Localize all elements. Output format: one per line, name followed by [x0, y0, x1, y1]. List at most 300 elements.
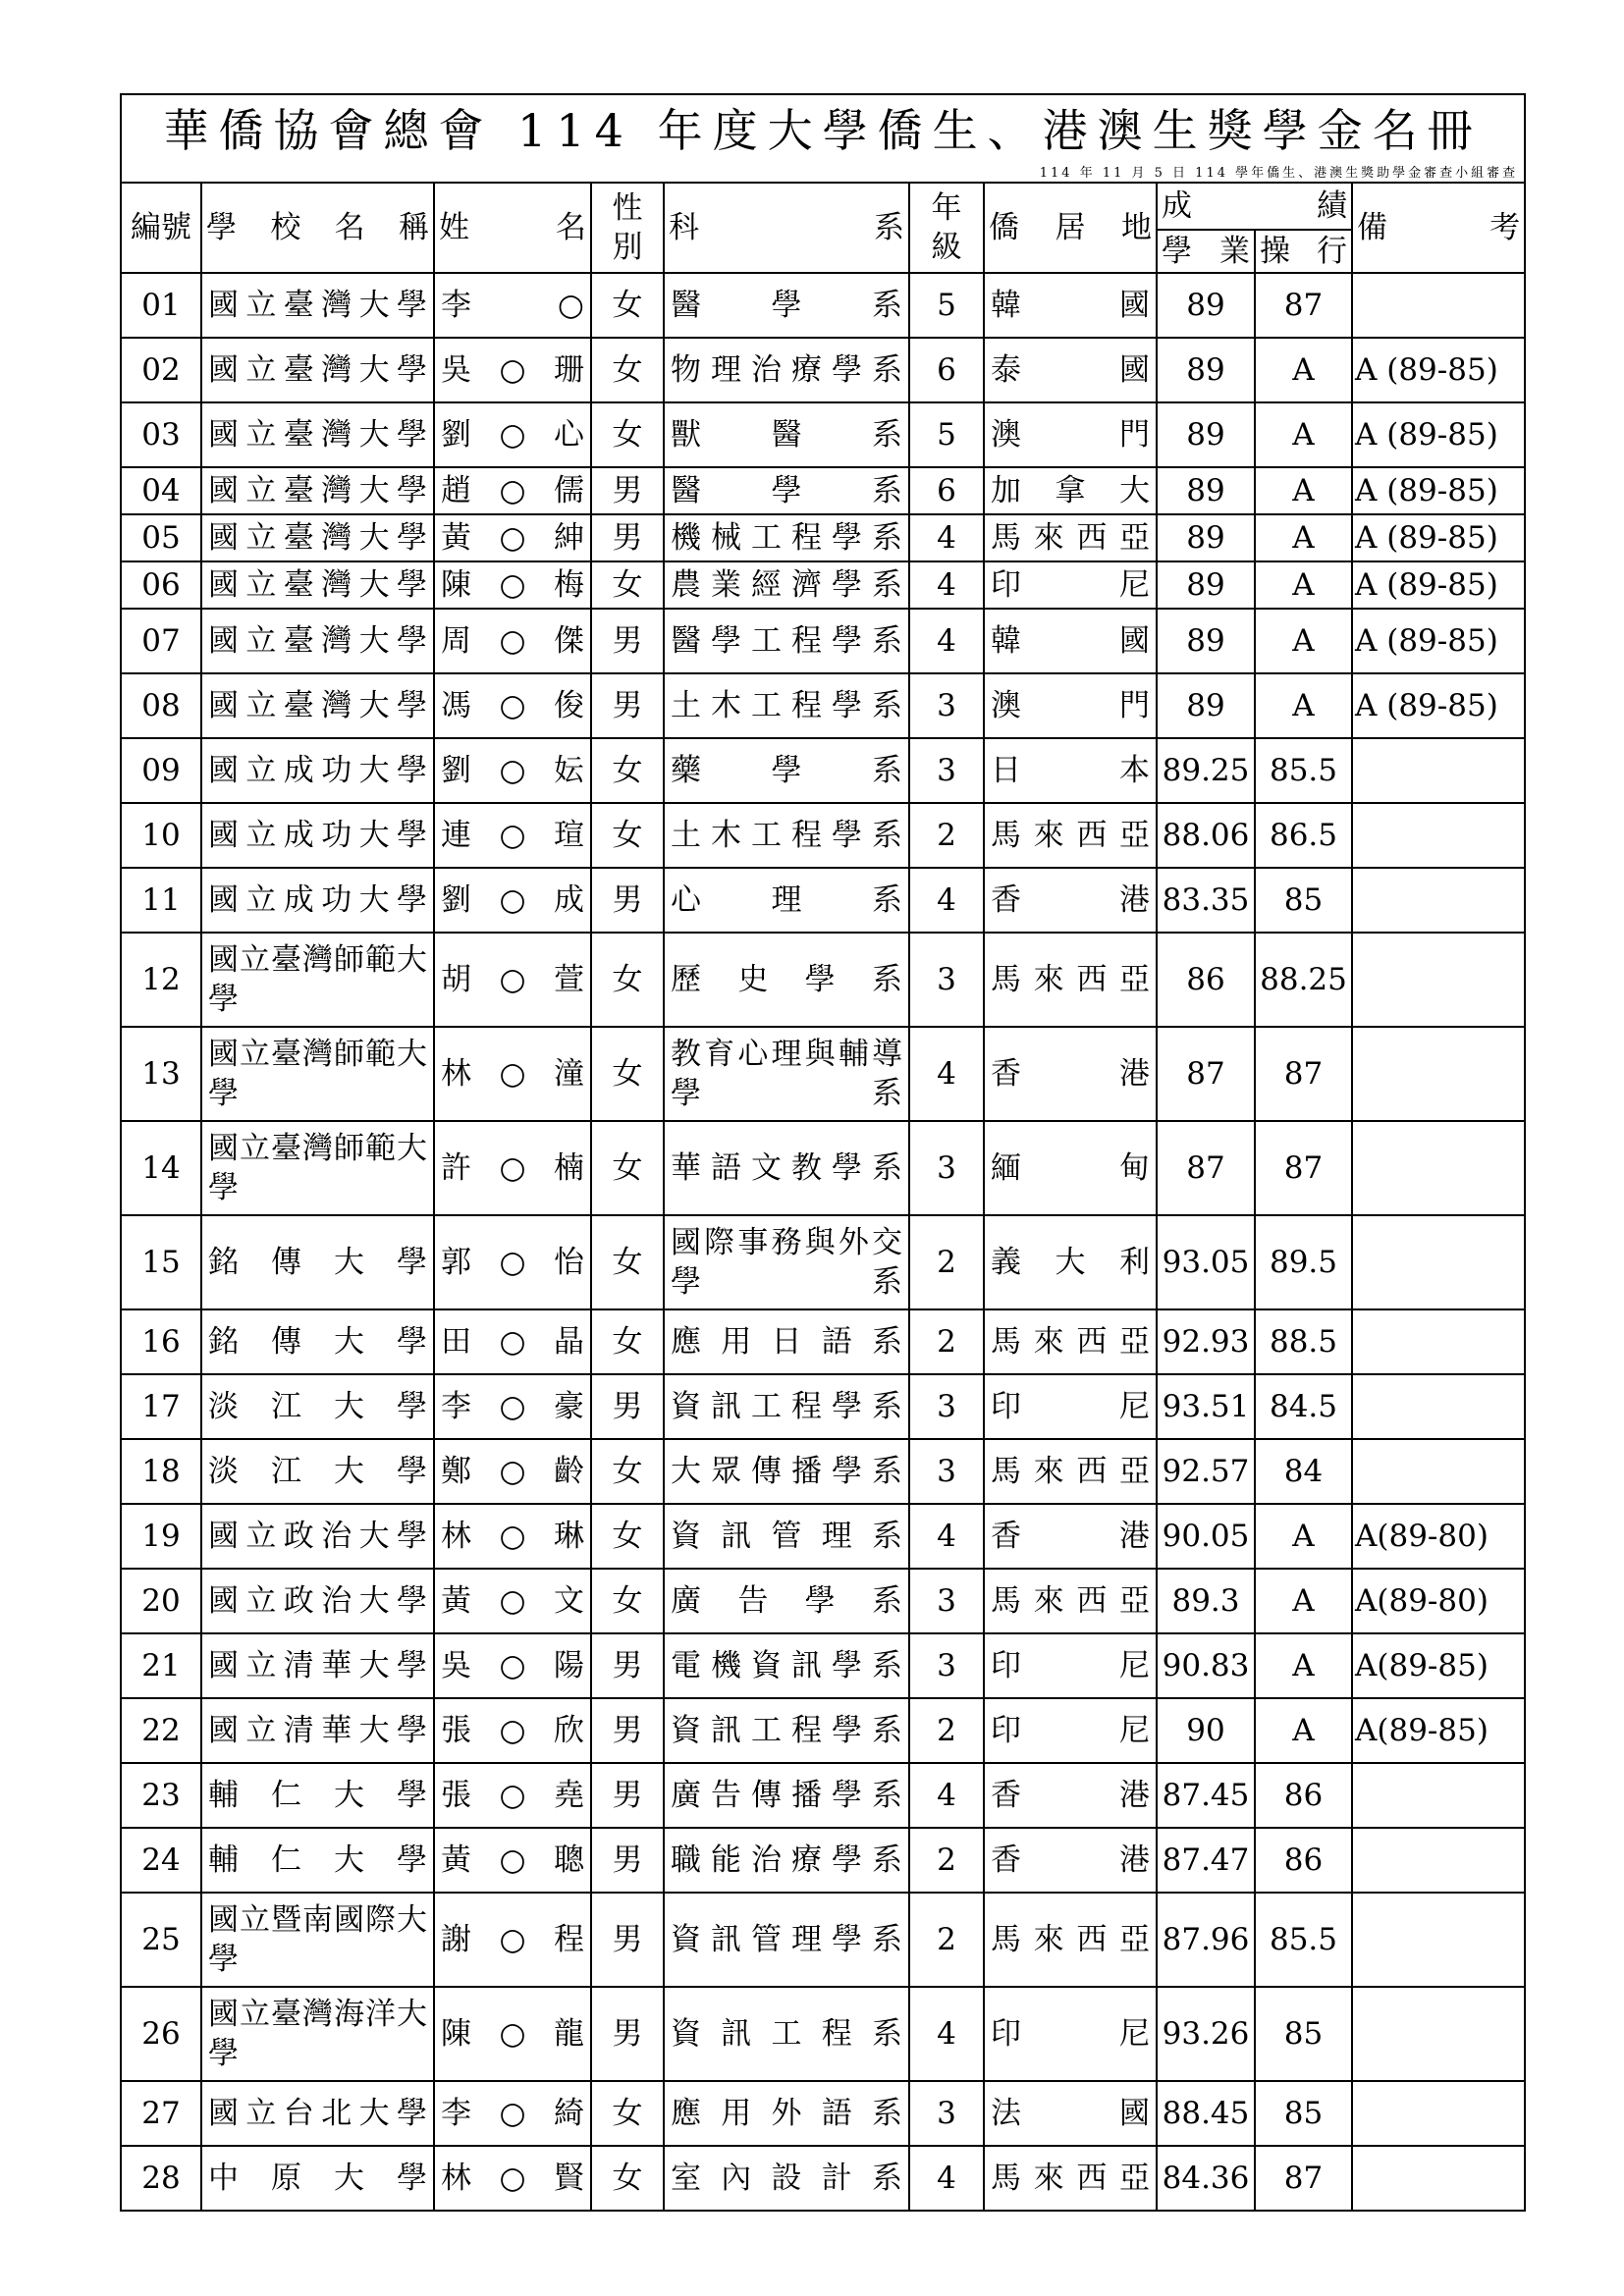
row-school: 國立成功大學: [201, 738, 434, 803]
row-dept: 獸醫系: [664, 402, 909, 467]
row-gender: 男: [591, 673, 664, 738]
row-no: 28: [121, 2146, 201, 2211]
row-dept: 機械工程學系: [664, 514, 909, 561]
row-note: [1352, 803, 1525, 868]
row-name: 李 ○: [434, 273, 591, 338]
row-conduct: 89.5: [1255, 1215, 1352, 1309]
table-row: [121, 868, 1525, 933]
row-conduct: 84: [1255, 1439, 1352, 1504]
row-note: [1352, 1027, 1525, 1121]
row-school: 國立臺灣大學: [201, 402, 434, 467]
header-name: 姓名: [434, 183, 591, 273]
row-no: 20: [121, 1569, 201, 1633]
table-row: [121, 1309, 1525, 1374]
row-gender: 男: [591, 868, 664, 933]
row-dept: 醫學系: [664, 273, 909, 338]
row-academic: 93.51: [1157, 1374, 1255, 1439]
row-academic: 89: [1157, 402, 1255, 467]
table-row: [121, 2146, 1525, 2211]
row-name: 吳○陽: [434, 1633, 591, 1698]
row-note: [1352, 1374, 1525, 1439]
row-grade: 5: [909, 273, 984, 338]
roster-table: [120, 93, 1526, 2212]
row-note: A (89-85): [1352, 609, 1525, 673]
row-school: 銘傳大學: [201, 1215, 434, 1309]
row-conduct: 88.25: [1255, 933, 1352, 1027]
row-dept: 廣告傳播學系: [664, 1763, 909, 1828]
row-gender: 男: [591, 1828, 664, 1893]
row-note: [1352, 1215, 1525, 1309]
table-row: [121, 402, 1525, 467]
row-note: [1352, 273, 1525, 338]
row-gender: 男: [591, 467, 664, 514]
row-grade: 2: [909, 1893, 984, 1987]
row-gender: 男: [591, 609, 664, 673]
row-dept: 醫學系: [664, 467, 909, 514]
row-residence: 馬來西亞: [984, 1893, 1157, 1987]
row-note: [1352, 1893, 1525, 1987]
row-conduct: 84.5: [1255, 1374, 1352, 1439]
row-conduct: A: [1255, 1698, 1352, 1763]
row-grade: 4: [909, 514, 984, 561]
row-residence: 馬來西亞: [984, 803, 1157, 868]
row-gender: 男: [591, 1698, 664, 1763]
row-school: 國立清華大學: [201, 1698, 434, 1763]
row-no: 05: [121, 514, 201, 561]
row-dept: 資訊管理學系: [664, 1893, 909, 1987]
row-note: A(89-80): [1352, 1504, 1525, 1569]
row-note: [1352, 2081, 1525, 2146]
row-name: 張○欣: [434, 1698, 591, 1763]
row-school: 國立臺灣大學: [201, 514, 434, 561]
row-dept: 應用日語系: [664, 1309, 909, 1374]
row-school: 銘傳大學: [201, 1309, 434, 1374]
row-residence: 印尼: [984, 1987, 1157, 2081]
row-school: 國立政治大學: [201, 1504, 434, 1569]
row-no: 23: [121, 1763, 201, 1828]
row-conduct: 86: [1255, 1828, 1352, 1893]
row-no: 09: [121, 738, 201, 803]
row-no: 18: [121, 1439, 201, 1504]
row-grade: 3: [909, 933, 984, 1027]
row-grade: 4: [909, 1504, 984, 1569]
row-note: A (89-85): [1352, 514, 1525, 561]
table-row: [121, 1987, 1525, 2081]
row-no: 11: [121, 868, 201, 933]
table-row: [121, 933, 1525, 1027]
row-academic: 90.83: [1157, 1633, 1255, 1698]
row-dept: 國際事務與外交學系: [664, 1215, 909, 1309]
row-name: 劉○心: [434, 402, 591, 467]
row-grade: 3: [909, 1439, 984, 1504]
row-residence: 加拿大: [984, 467, 1157, 514]
row-note: [1352, 1309, 1525, 1374]
table-row: [121, 1763, 1525, 1828]
row-gender: 男: [591, 514, 664, 561]
row-school: 國立臺灣師範大學: [201, 1027, 434, 1121]
row-gender: 女: [591, 2146, 664, 2211]
row-conduct: 85.5: [1255, 738, 1352, 803]
row-note: [1352, 2146, 1525, 2211]
row-no: 21: [121, 1633, 201, 1698]
row-no: 25: [121, 1893, 201, 1987]
table-row: [121, 2081, 1525, 2146]
table-row: [121, 1698, 1525, 1763]
table-row: [121, 738, 1525, 803]
row-no: 27: [121, 2081, 201, 2146]
row-academic: 92.57: [1157, 1439, 1255, 1504]
row-residence: 馬來西亞: [984, 1569, 1157, 1633]
row-residence: 香港: [984, 1828, 1157, 1893]
row-note: A (89-85): [1352, 467, 1525, 514]
row-note: A (89-85): [1352, 338, 1525, 402]
row-school: 國立臺灣海洋大學: [201, 1987, 434, 2081]
row-note: [1352, 1763, 1525, 1828]
row-gender: 女: [591, 1215, 664, 1309]
row-academic: 87.96: [1157, 1893, 1255, 1987]
row-name: 郭○怡: [434, 1215, 591, 1309]
row-name: 林○潼: [434, 1027, 591, 1121]
row-school: 國立政治大學: [201, 1569, 434, 1633]
row-school: 淡江大學: [201, 1439, 434, 1504]
row-residence: 馬來西亞: [984, 2146, 1157, 2211]
header-conduct: 操行: [1255, 230, 1352, 273]
table-row: [121, 1215, 1525, 1309]
row-gender: 男: [591, 1633, 664, 1698]
row-academic: 87.45: [1157, 1763, 1255, 1828]
row-note: [1352, 738, 1525, 803]
row-residence: 法國: [984, 2081, 1157, 2146]
row-dept: 土木工程學系: [664, 673, 909, 738]
row-grade: 2: [909, 803, 984, 868]
header-no: 編號: [121, 183, 201, 273]
row-no: 22: [121, 1698, 201, 1763]
row-conduct: 85: [1255, 1987, 1352, 2081]
row-residence: 日本: [984, 738, 1157, 803]
row-conduct: A: [1255, 514, 1352, 561]
row-school: 國立臺灣大學: [201, 273, 434, 338]
row-grade: 3: [909, 1569, 984, 1633]
row-no: 26: [121, 1987, 201, 2081]
row-conduct: A: [1255, 338, 1352, 402]
row-note: [1352, 868, 1525, 933]
row-academic: 92.93: [1157, 1309, 1255, 1374]
row-name: 林○賢: [434, 2146, 591, 2211]
row-dept: 醫學工程學系: [664, 609, 909, 673]
table-row: [121, 609, 1525, 673]
row-grade: 6: [909, 338, 984, 402]
row-dept: 電機資訊學系: [664, 1633, 909, 1698]
row-academic: 83.35: [1157, 868, 1255, 933]
row-name: 黃○聰: [434, 1828, 591, 1893]
row-name: 陳○龍: [434, 1987, 591, 2081]
row-residence: 香港: [984, 868, 1157, 933]
row-no: 08: [121, 673, 201, 738]
row-note: A(89-85): [1352, 1633, 1525, 1698]
row-conduct: 87: [1255, 1121, 1352, 1215]
row-no: 17: [121, 1374, 201, 1439]
row-name: 李○豪: [434, 1374, 591, 1439]
row-dept: 華語文教學系: [664, 1121, 909, 1215]
row-dept: 大眾傳播學系: [664, 1439, 909, 1504]
row-academic: 89: [1157, 273, 1255, 338]
row-gender: 女: [591, 1569, 664, 1633]
row-name: 李○綺: [434, 2081, 591, 2146]
row-grade: 4: [909, 1763, 984, 1828]
row-name: 黃○文: [434, 1569, 591, 1633]
row-no: 04: [121, 467, 201, 514]
row-gender: 女: [591, 338, 664, 402]
row-academic: 89: [1157, 338, 1255, 402]
row-school: 國立臺灣大學: [201, 467, 434, 514]
row-gender: 女: [591, 1439, 664, 1504]
row-gender: 男: [591, 1763, 664, 1828]
row-no: 13: [121, 1027, 201, 1121]
row-residence: 馬來西亞: [984, 933, 1157, 1027]
row-school: 國立台北大學: [201, 2081, 434, 2146]
row-residence: 韓國: [984, 609, 1157, 673]
row-grade: 4: [909, 1987, 984, 2081]
row-academic: 89: [1157, 467, 1255, 514]
row-school: 輔仁大學: [201, 1763, 434, 1828]
row-name: 鄭○齡: [434, 1439, 591, 1504]
row-grade: 2: [909, 1215, 984, 1309]
row-gender: 女: [591, 803, 664, 868]
row-note: A (89-85): [1352, 402, 1525, 467]
row-no: 10: [121, 803, 201, 868]
row-gender: 女: [591, 1121, 664, 1215]
row-gender: 女: [591, 1504, 664, 1569]
row-grade: 2: [909, 1698, 984, 1763]
row-school: 中原大學: [201, 2146, 434, 2211]
row-name: 林○琳: [434, 1504, 591, 1569]
row-conduct: A: [1255, 609, 1352, 673]
row-school: 國立清華大學: [201, 1633, 434, 1698]
scholarship-roster: [120, 93, 1524, 2212]
row-note: A (89-85): [1352, 561, 1525, 609]
table-row: [121, 273, 1525, 338]
row-note: [1352, 1828, 1525, 1893]
row-dept: 農業經濟學系: [664, 561, 909, 609]
row-note: A (89-85): [1352, 673, 1525, 738]
row-dept: 資訊工程學系: [664, 1698, 909, 1763]
table-row: [121, 1569, 1525, 1633]
row-conduct: 85: [1255, 868, 1352, 933]
row-gender: 女: [591, 273, 664, 338]
row-dept: 職能治療學系: [664, 1828, 909, 1893]
row-conduct: 87: [1255, 2146, 1352, 2211]
row-conduct: A: [1255, 561, 1352, 609]
row-name: 馮○俊: [434, 673, 591, 738]
row-name: 謝○程: [434, 1893, 591, 1987]
row-no: 12: [121, 933, 201, 1027]
row-residence: 香港: [984, 1027, 1157, 1121]
row-residence: 韓國: [984, 273, 1157, 338]
header-academic: 學業: [1157, 230, 1255, 273]
row-residence: 緬甸: [984, 1121, 1157, 1215]
header-dept: 科系: [664, 183, 909, 273]
row-note: A(89-85): [1352, 1698, 1525, 1763]
row-no: 01: [121, 273, 201, 338]
row-grade: 3: [909, 1374, 984, 1439]
row-residence: 義大利: [984, 1215, 1157, 1309]
title-cell: [121, 94, 1525, 183]
row-dept: 應用外語系: [664, 2081, 909, 2146]
row-academic: 87: [1157, 1027, 1255, 1121]
row-name: 吳○珊: [434, 338, 591, 402]
row-academic: 89: [1157, 514, 1255, 561]
header-gender: 性別: [591, 183, 664, 273]
row-no: 19: [121, 1504, 201, 1569]
row-note: [1352, 933, 1525, 1027]
table-row: [121, 1504, 1525, 1569]
row-residence: 馬來西亞: [984, 514, 1157, 561]
table-row: [121, 1027, 1525, 1121]
row-gender: 女: [591, 933, 664, 1027]
row-dept: 藥學系: [664, 738, 909, 803]
table-row: [121, 1439, 1525, 1504]
row-no: 16: [121, 1309, 201, 1374]
row-grade: 3: [909, 1121, 984, 1215]
row-note: [1352, 1439, 1525, 1504]
row-academic: 87.47: [1157, 1828, 1255, 1893]
row-school: 國立臺灣大學: [201, 561, 434, 609]
table-row: [121, 338, 1525, 402]
row-grade: 4: [909, 2146, 984, 2211]
row-conduct: A: [1255, 467, 1352, 514]
row-gender: 女: [591, 1309, 664, 1374]
row-residence: 泰國: [984, 338, 1157, 402]
row-name: 黃○紳: [434, 514, 591, 561]
table-row: [121, 561, 1525, 609]
row-school: 國立臺灣大學: [201, 673, 434, 738]
row-no: 02: [121, 338, 201, 402]
row-academic: 88.45: [1157, 2081, 1255, 2146]
row-residence: 馬來西亞: [984, 1439, 1157, 1504]
row-dept: 土木工程學系: [664, 803, 909, 868]
row-conduct: 86: [1255, 1763, 1352, 1828]
row-name: 劉○成: [434, 868, 591, 933]
row-residence: 香港: [984, 1504, 1157, 1569]
table-row: [121, 1121, 1525, 1215]
row-conduct: 87: [1255, 273, 1352, 338]
row-conduct: A: [1255, 402, 1352, 467]
row-residence: 印尼: [984, 1374, 1157, 1439]
row-residence: 澳門: [984, 673, 1157, 738]
header-residence: 僑居地: [984, 183, 1157, 273]
row-academic: 84.36: [1157, 2146, 1255, 2211]
row-name: 張○堯: [434, 1763, 591, 1828]
row-academic: 89: [1157, 673, 1255, 738]
row-note: [1352, 1987, 1525, 2081]
row-school: 國立成功大學: [201, 803, 434, 868]
row-dept: 資訊工程系: [664, 1987, 909, 2081]
row-academic: 89.3: [1157, 1569, 1255, 1633]
row-no: 07: [121, 609, 201, 673]
row-residence: 印尼: [984, 1698, 1157, 1763]
row-academic: 93.05: [1157, 1215, 1255, 1309]
row-conduct: 87: [1255, 1027, 1352, 1121]
row-dept: 室內設計系: [664, 2146, 909, 2211]
row-name: 連○瑄: [434, 803, 591, 868]
row-dept: 物理治療學系: [664, 338, 909, 402]
row-residence: 印尼: [984, 1633, 1157, 1698]
row-name: 趙○儒: [434, 467, 591, 514]
row-conduct: 88.5: [1255, 1309, 1352, 1374]
row-academic: 88.06: [1157, 803, 1255, 868]
row-no: 06: [121, 561, 201, 609]
table-row: [121, 1828, 1525, 1893]
row-name: 陳○梅: [434, 561, 591, 609]
table-row: [121, 1633, 1525, 1698]
row-dept: 資訊管理系: [664, 1504, 909, 1569]
row-conduct: 86.5: [1255, 803, 1352, 868]
row-dept: 歷史學系: [664, 933, 909, 1027]
row-grade: 3: [909, 2081, 984, 2146]
row-school: 國立臺灣師範大學: [201, 933, 434, 1027]
row-gender: 男: [591, 1893, 664, 1987]
row-name: 劉○妘: [434, 738, 591, 803]
row-school: 國立臺灣師範大學: [201, 1121, 434, 1215]
row-conduct: A: [1255, 673, 1352, 738]
row-grade: 3: [909, 1633, 984, 1698]
row-academic: 89: [1157, 609, 1255, 673]
header-school: 學校名稱: [201, 183, 434, 273]
table-row: [121, 673, 1525, 738]
row-grade: 4: [909, 561, 984, 609]
row-conduct: A: [1255, 1633, 1352, 1698]
row-dept: 教育心理與輔導學系: [664, 1027, 909, 1121]
row-school: 淡江大學: [201, 1374, 434, 1439]
row-school: 國立成功大學: [201, 868, 434, 933]
row-residence: 印尼: [984, 561, 1157, 609]
row-note: A(89-80): [1352, 1569, 1525, 1633]
row-name: 周○傑: [434, 609, 591, 673]
row-gender: 女: [591, 2081, 664, 2146]
row-note: [1352, 1121, 1525, 1215]
row-grade: 4: [909, 609, 984, 673]
row-residence: 澳門: [984, 402, 1157, 467]
row-conduct: A: [1255, 1504, 1352, 1569]
row-school: 國立臺灣大學: [201, 338, 434, 402]
row-grade: 2: [909, 1309, 984, 1374]
row-conduct: 85.5: [1255, 1893, 1352, 1987]
row-grade: 6: [909, 467, 984, 514]
row-academic: 90: [1157, 1698, 1255, 1763]
table-row: [121, 1893, 1525, 1987]
row-grade: 3: [909, 673, 984, 738]
row-grade: 2: [909, 1828, 984, 1893]
row-grade: 3: [909, 738, 984, 803]
row-gender: 女: [591, 1027, 664, 1121]
row-name: 許○楠: [434, 1121, 591, 1215]
table-row: [121, 803, 1525, 868]
row-gender: 男: [591, 1987, 664, 2081]
header-note: 備考: [1352, 183, 1525, 273]
row-residence: 香港: [984, 1763, 1157, 1828]
row-no: 03: [121, 402, 201, 467]
page-title: 華僑協會總會 114 年度大學僑生、港澳生獎學金名冊: [163, 104, 1483, 157]
row-school: 輔仁大學: [201, 1828, 434, 1893]
row-name: 田○晶: [434, 1309, 591, 1374]
row-school: 國立暨南國際大學: [201, 1893, 434, 1987]
row-gender: 女: [591, 738, 664, 803]
header-grade: 年級: [909, 183, 984, 273]
row-residence: 馬來西亞: [984, 1309, 1157, 1374]
row-dept: 心理系: [664, 868, 909, 933]
header-score: 成績: [1157, 183, 1352, 230]
row-grade: 4: [909, 1027, 984, 1121]
